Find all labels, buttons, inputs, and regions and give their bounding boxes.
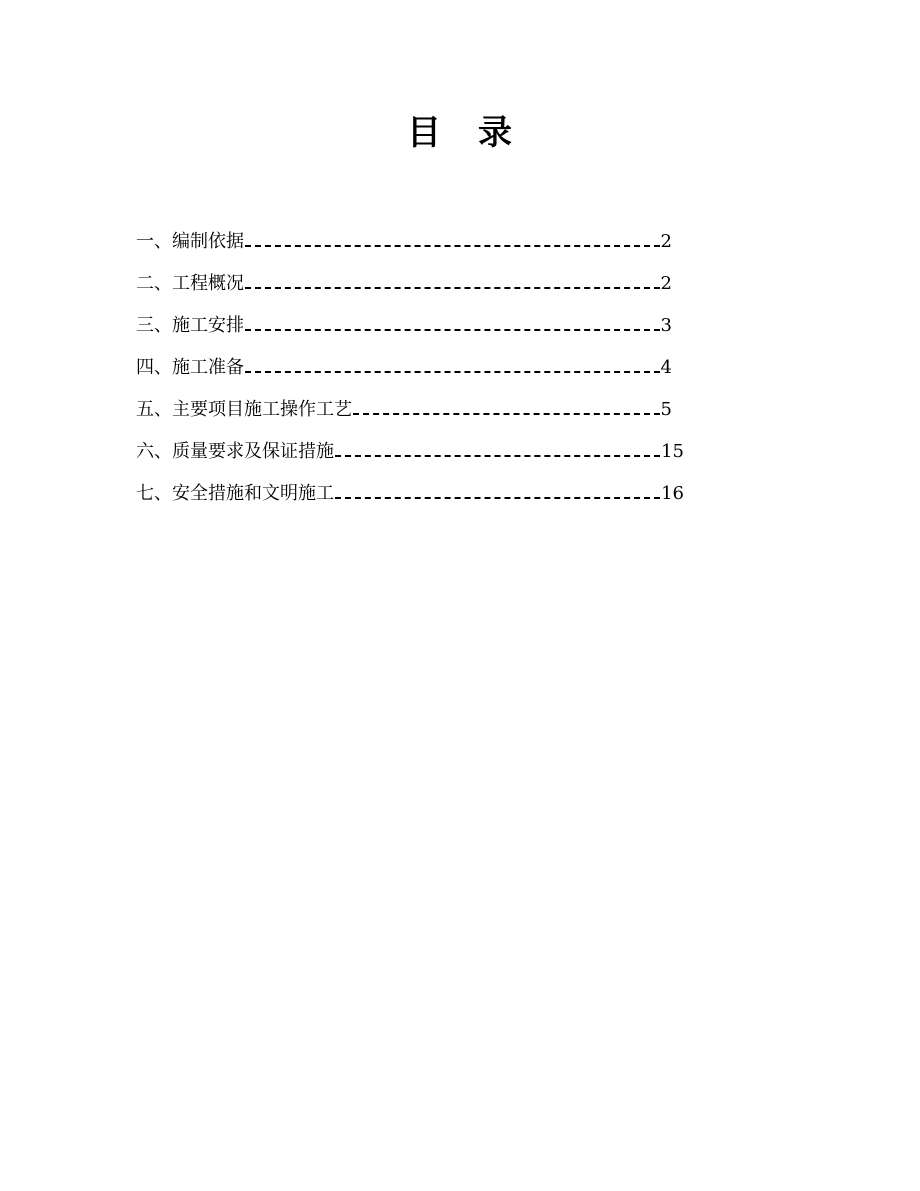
toc-entry-page: 2 [660, 273, 672, 294]
toc-entry-page: 16 [661, 483, 684, 504]
toc-entry-label: 一、编制依据 [136, 231, 244, 252]
toc-entry-page: 15 [661, 441, 684, 462]
toc-leader-dots [335, 455, 660, 457]
toc-leader-dots [245, 329, 660, 331]
toc-leader-dots [245, 371, 660, 373]
toc-entry-label: 二、工程概况 [136, 273, 244, 294]
toc-entry[interactable] [136, 466, 684, 508]
toc-entry-page: 4 [660, 357, 672, 378]
toc-leader-dots [245, 287, 660, 289]
toc-entry[interactable] [136, 298, 672, 340]
toc-entry-label: 五、主要项目施工操作工艺 [136, 399, 352, 420]
toc-entry[interactable] [136, 256, 672, 298]
toc-entry-label: 三、施工安排 [136, 315, 244, 336]
toc-entry-page: 3 [660, 315, 672, 336]
toc-leader-dots [245, 245, 660, 247]
toc-list [136, 214, 696, 508]
toc-entry-label: 七、安全措施和文明施工 [136, 483, 334, 504]
toc-title-char: 目 [407, 113, 442, 153]
toc-entry-page: 5 [660, 399, 672, 420]
toc-entry-label: 六、质量要求及保证措施 [136, 441, 334, 462]
toc-entry-label: 四、施工准备 [136, 357, 244, 378]
toc-title-char: 录 [478, 113, 513, 153]
toc-leader-dots [353, 413, 660, 415]
toc-leader-dots [335, 497, 660, 499]
toc-title [0, 108, 920, 158]
toc-entry[interactable] [136, 340, 672, 382]
toc-entry[interactable] [136, 214, 672, 256]
toc-entry-page: 2 [660, 231, 672, 252]
toc-entry[interactable] [136, 424, 684, 466]
toc-entry[interactable] [136, 382, 672, 424]
